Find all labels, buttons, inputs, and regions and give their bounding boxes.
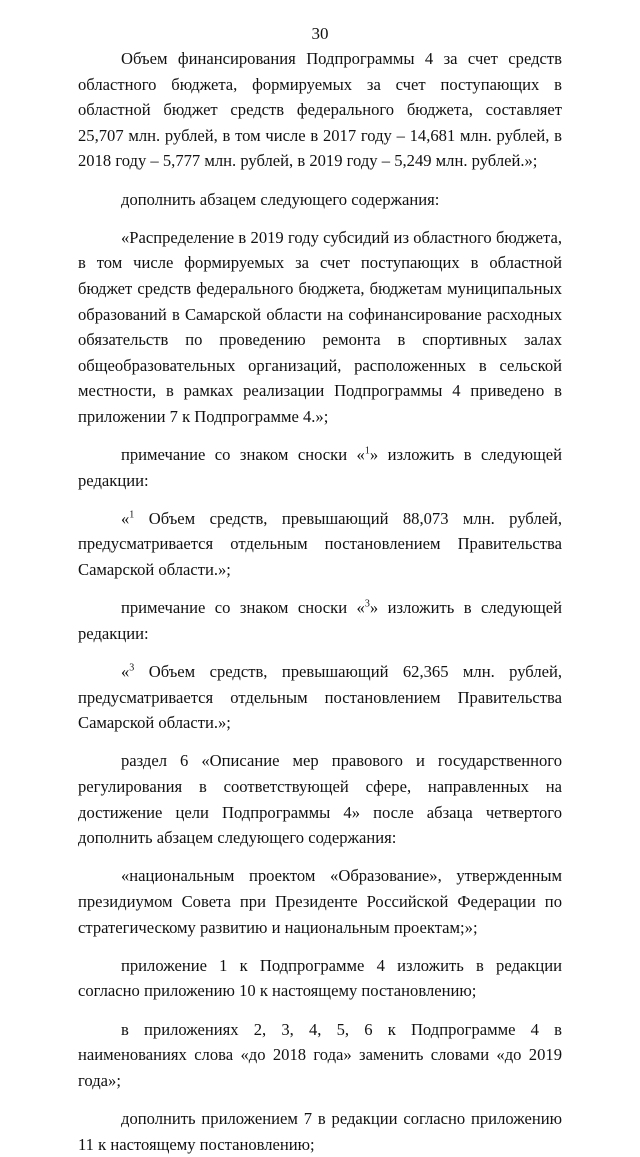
paragraph-appendix7: дополнить приложением 7 в редакции согласно приложению 11 к настоящему постановлению; [78,1108,562,1154]
text-fragment: примечание со знаком сноски « [121,445,365,465]
paragraph-footnote3-text [78,659,562,736]
paragraph-subsidy-distribution: «Распределение в 2019 году субсидий из областного бюджета, в том числе формируемых за счет поступающих в областной бюджет средств федерального бюджета, бюджетам муниципальных образований в Самарской области на софинансирование расходных обязательств по проведению ремонта в спортивных залах общеобразовательных организаций, расположенных в сельской местности, в рамках реализации Подпрограммы 4 приведено в приложении 7 к Подпрограмме 4.»; [78,227,562,426]
footnote-mark: 3 [129,662,135,674]
paragraph-appendices-rename: в приложениях 2, 3, 4, 5, 6 к Подпрограмме 4 в наименованиях слова «до 2018 года» заменить словами «до 2019 года»; [78,1019,562,1090]
text-fragment: « [121,662,130,682]
paragraph-funding-volume: Объем финансирования Подпрограммы 4 за счет средств областного бюджета, формируемых за счет поступающих в областной бюджет средств федерального бюджета, составляет 25,707 млн. рублей, в том числе в 2017 году – 14,681 млн. рублей, в 2018 году – 5,777 млн. рублей, в 2019 году – 5,249 млн. рублей.»; [78,49,562,171]
footnote-mark: 1 [364,445,370,457]
paragraph-footnote1-text [78,506,562,583]
paragraph-section6: раздел 6 «Описание мер правового и государственного регулирования в соответствующей сфере, направленных на достижение цели Подпрограммы 4» после абзаца четвертого дополнить абзацем следующего содержания: [78,751,562,848]
page-number: 30 [311,24,329,43]
paragraph-footnote3-note [78,595,562,646]
paragraph-footnote1-note [78,442,562,493]
paragraph-appendix1: приложение 1 к Подпрограмме 4 изложить в редакции согласно приложению 10 к настоящему постановлению; [78,955,562,1001]
document-body [78,46,562,1157]
footnote-mark: 3 [364,598,370,610]
text-fragment: примечание со знаком сноски « [121,598,365,618]
footnote-mark: 1 [129,509,135,521]
paragraph-add-clause: дополнить абзацем следующего содержания: [121,189,440,209]
text-fragment: » изложить в следующей редакции: [78,445,562,490]
text-fragment: » изложить в следующей редакции: [78,598,562,643]
text-fragment: « [121,508,130,528]
text-fragment: Объем средств, превышающий 62,365 млн. рублей, предусматривается отдельным постановлением Правительства Самарской области.»; [78,662,562,733]
text-fragment: Объем средств, превышающий 88,073 млн. рублей, предусматривается отдельным постановлением Правительства Самарской области.»; [78,508,562,580]
paragraph-national-project: «национальным проектом «Образование», утвержденным президиумом Совета при Президенте Российской Федерации по стратегическому развитию и национальным проектам;»; [78,866,562,937]
